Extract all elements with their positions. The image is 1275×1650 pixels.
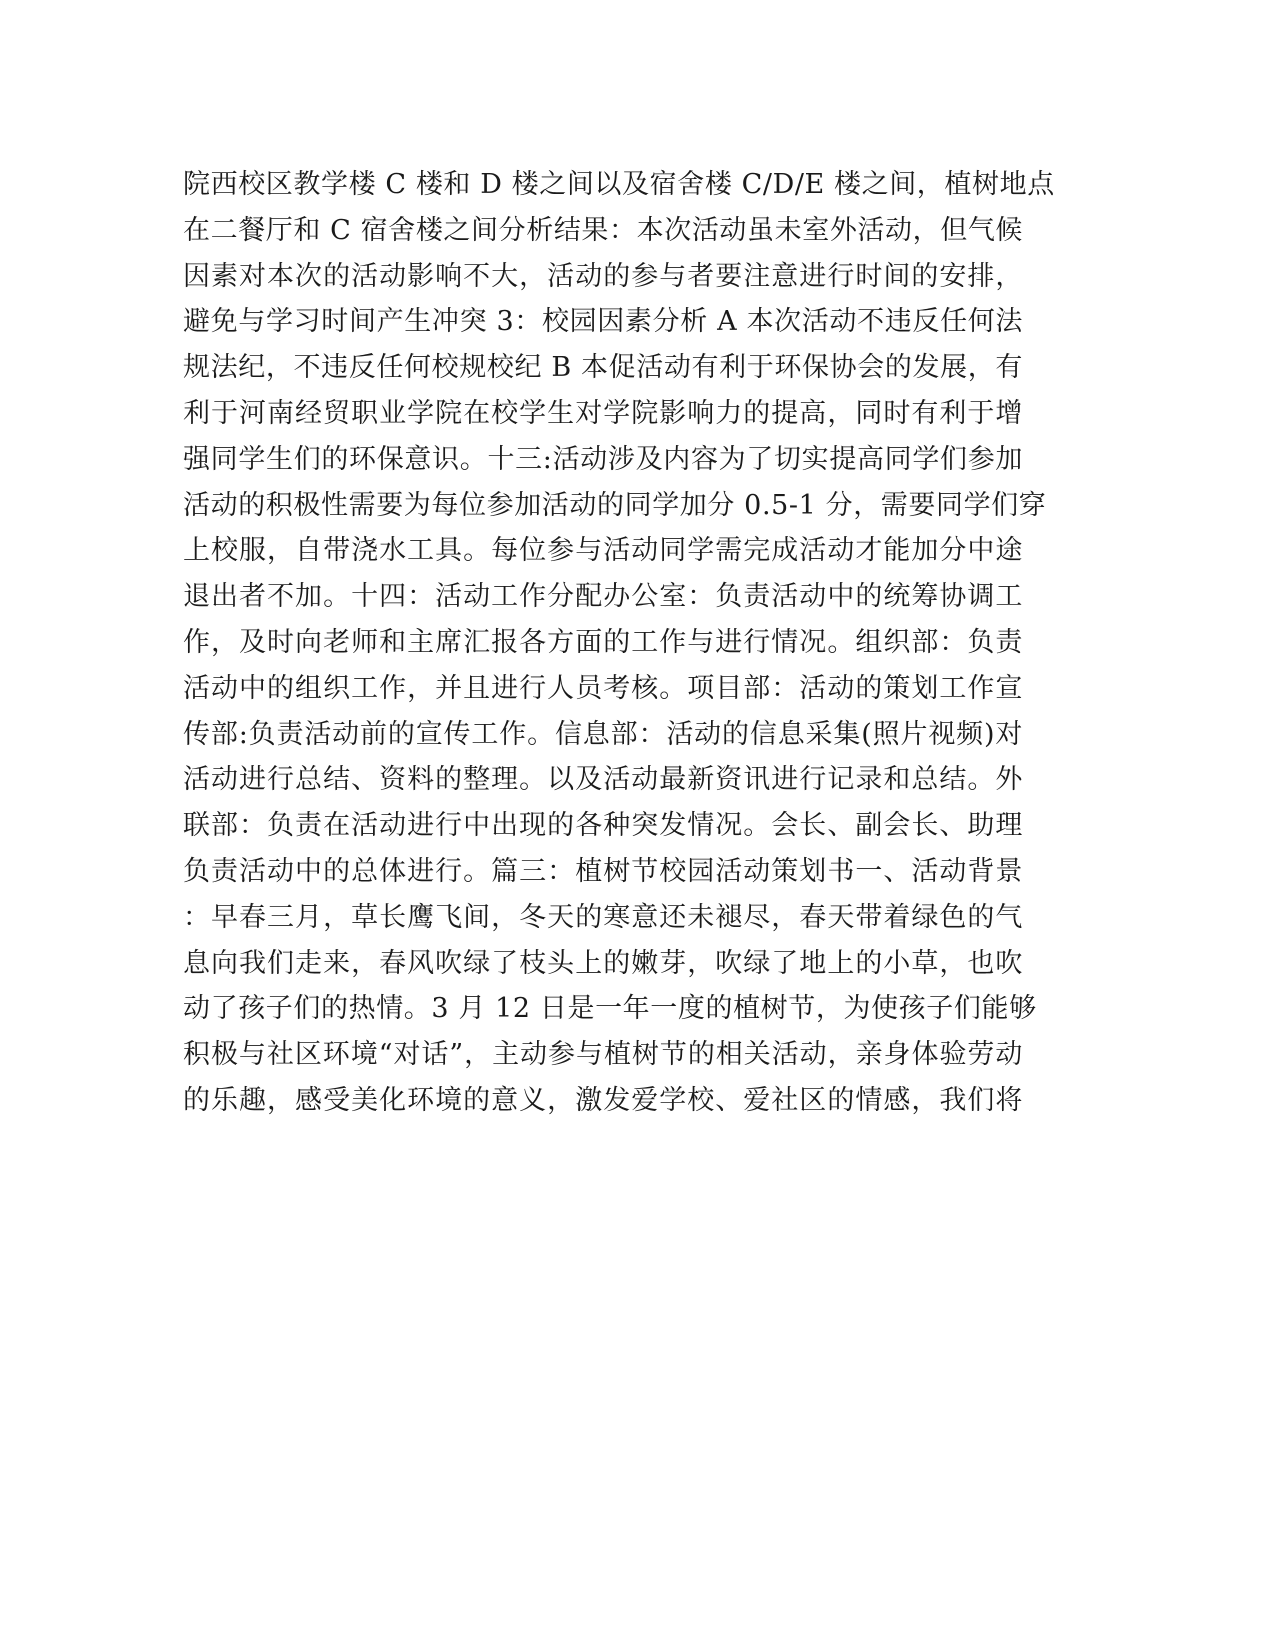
text-line: 因素对本次的活动影响不大，活动的参与者要注意进行时间的安排， xyxy=(183,260,1023,292)
text-line: 作，及时向老师和主席汇报各方面的工作与进行情况。组织部：负责 xyxy=(183,626,1023,658)
text-line: 避免与学习时间产生冲突 3：校园因素分析 A 本次活动不违反任何法 xyxy=(183,306,1023,338)
text-line: 积极与社区环境“对话”，主动参与植树节的相关活动，亲身体验劳动 xyxy=(183,1039,1023,1071)
text-line: 利于河南经贸职业学院在校学生对学院影响力的提高，同时有利于增 xyxy=(183,397,1023,429)
text-line: 的乐趣，感受美化环境的意义，激发爱学校、爱社区的情感，我们将 xyxy=(183,1084,1023,1116)
text-line: 活动的积极性需要为每位参加活动的同学加分 0.5-1 分，需要同学们穿 xyxy=(183,489,1047,521)
text-line: 在二餐厅和 C 宿舍楼之间分析结果：本次活动虽未室外活动，但气候 xyxy=(183,214,1024,246)
text-line: 院西校区教学楼 C 楼和 D 楼之间以及宿舍楼 C/D/E 楼之间，植树地点 xyxy=(183,169,1055,200)
text-line: 动了孩子们的热情。3 月 12 日是一年一度的植树节，为使孩子们能够 xyxy=(183,993,1037,1025)
text-line: 规法纪，不违反任何校规校纪 B 本促活动有利于环保协会的发展，有 xyxy=(183,352,1023,384)
text-line: ：早春三月，草长鹰飞间，冬天的寒意还未褪尽，春天带着绿色的气 xyxy=(183,901,1023,933)
text-line: 联部：负责在活动进行中出现的各种突发情况。会长、副会长、助理 xyxy=(183,810,1023,842)
text-line: 传部:负责活动前的宣传工作。信息部：活动的信息采集(照片视频)对 xyxy=(183,718,1023,750)
text-line: 活动中的组织工作，并且进行人员考核。项目部：活动的策划工作宣 xyxy=(183,672,1023,704)
text-line: 退出者不加。十四：活动工作分配办公室：负责活动中的统筹协调工 xyxy=(183,581,1023,613)
text-line: 息向我们走来，春风吹绿了枝头上的嫩芽，吹绿了地上的小草，也吹 xyxy=(183,947,1023,979)
text-line: 活动进行总结、资料的整理。以及活动最新资讯进行记录和总结。外 xyxy=(183,764,1023,796)
body-text xyxy=(183,162,1055,1124)
text-line: 强同学生们的环保意识。十三:活动涉及内容为了切实提高同学们参加 xyxy=(183,443,1023,475)
text-line: 负责活动中的总体进行。篇三：植树节校园活动策划书一、活动背景 xyxy=(183,855,1023,887)
text-line: 上校服，自带浇水工具。每位参与活动同学需完成活动才能加分中途 xyxy=(183,535,1023,567)
